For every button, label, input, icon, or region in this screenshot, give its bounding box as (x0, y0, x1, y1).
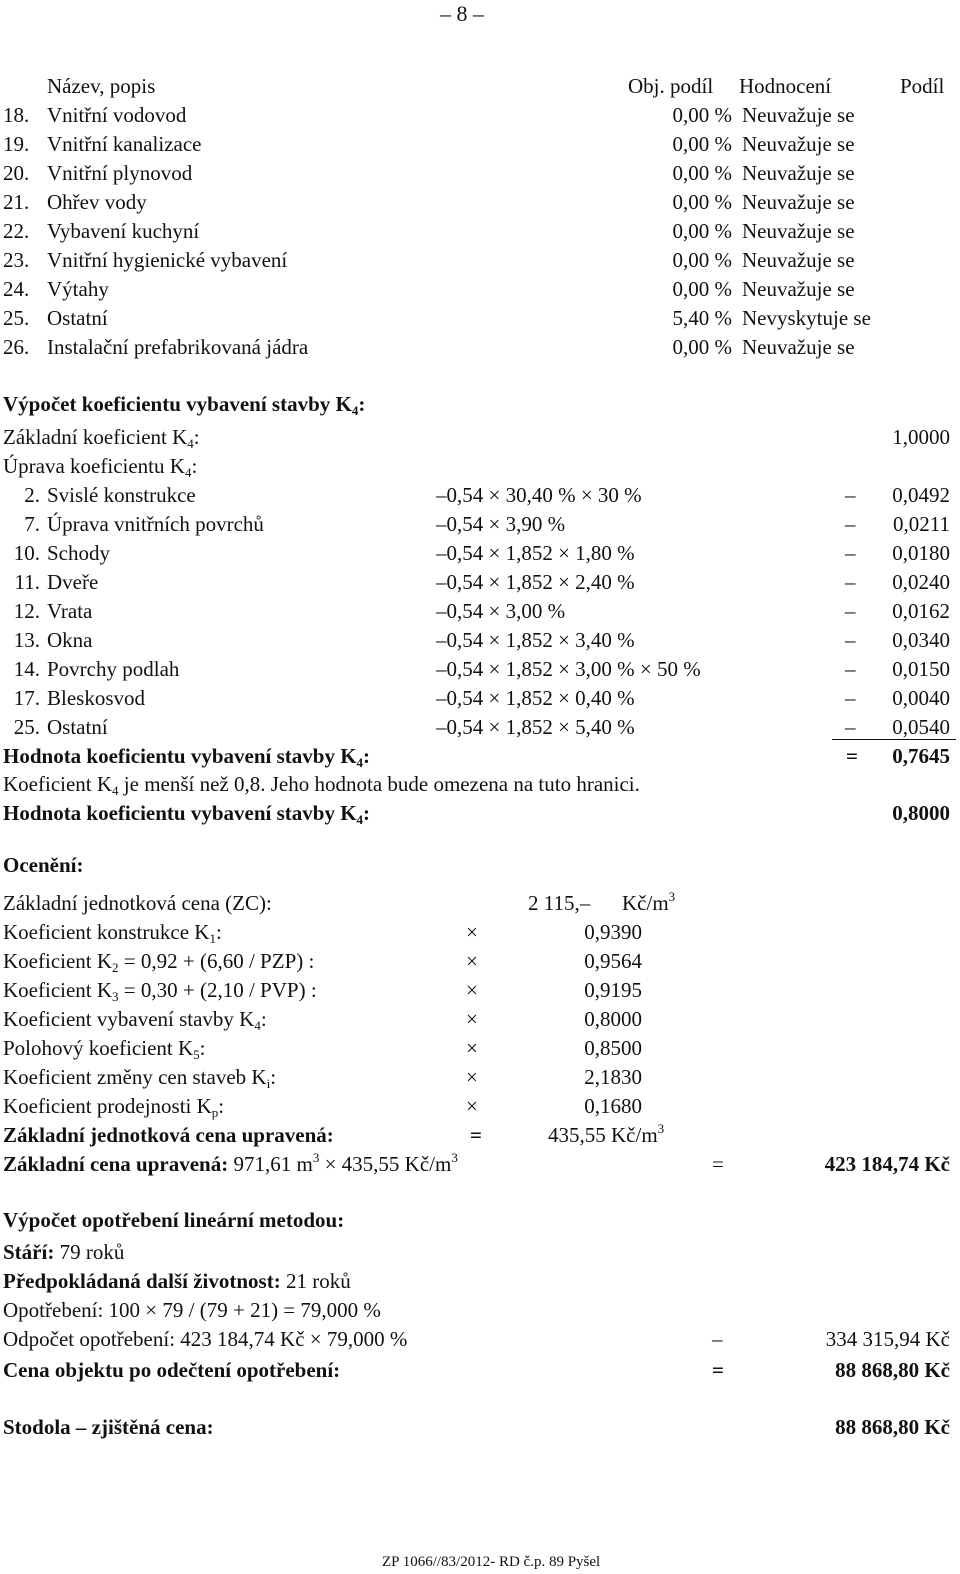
adjust-name: Ostatní (47, 715, 108, 739)
row-name: Vnitřní plynovod (47, 161, 193, 185)
lifespan-line: Předpokládaná další životnost: 21 roků (3, 1269, 351, 1293)
row-share: 0,00 % (672, 161, 732, 185)
k4-adjust-label: Úprava koeficientu $K_4$: (3, 454, 198, 480)
k4-final-value: 0,8000 (892, 801, 950, 825)
adjust-value: 0,0162 (892, 599, 950, 623)
base-price-unit: $Kč/m^3$ (622, 889, 676, 915)
deduction-value: 334 315,94 Kč (825, 1327, 950, 1351)
sum-rule (832, 739, 956, 740)
adjust-name: Vrata (47, 599, 93, 623)
row-rating: Neuvažuje se (742, 190, 855, 214)
footer-reference: ZP 1066//83/2012- RD č.p. 89 Pyšel (382, 1554, 601, 1570)
net-price-label: Cena objektu po odečtení opotřebení: (3, 1358, 341, 1382)
adjust-formula: –0,54 × 1,852 × 0,40 % (436, 686, 635, 710)
adjust-sign: – (845, 483, 856, 507)
final-price-value: 88 868,80 Kč (835, 1415, 950, 1439)
header-name: Název, popis (47, 74, 156, 98)
adjust-value: 0,0340 (892, 628, 950, 652)
row-name: Ohřev vody (47, 190, 147, 214)
row-name: Vybavení kuchyní (47, 219, 200, 243)
row-rating: Neuvažuje se (742, 103, 855, 127)
row-number: 23. (3, 248, 30, 272)
adjust-name: Úprava vnitřních povrchů (47, 512, 264, 536)
adjust-formula: –0,54 × 1,852 × 1,80 % (436, 541, 635, 565)
adjust-value: 0,0150 (892, 657, 950, 681)
adjusted-price-eq: = (712, 1152, 724, 1176)
adjusted-unit-label: Základní jednotková cena upravená: (3, 1123, 334, 1147)
adjust-sign: – (845, 512, 856, 536)
row-share: 0,00 % (672, 103, 732, 127)
coefficient-label: Koeficient konstrukce $K_1$: (3, 920, 222, 946)
row-name: Instalační prefabrikovaná jádra (47, 335, 309, 359)
adjust-number: 10. (13, 541, 40, 565)
adjust-name: Okna (47, 628, 93, 652)
coefficient-value: 0,8500 (584, 1036, 642, 1060)
deduction-sign: – (712, 1327, 723, 1351)
row-share: 0,00 % (672, 335, 732, 359)
row-name: Vnitřní hygienické vybavení (47, 248, 288, 272)
adjusted-price-value: 423 184,74 Kč (824, 1152, 950, 1176)
k4-base-label: Základní koeficient $K_4$: (3, 425, 200, 451)
row-number: 25. (3, 306, 30, 330)
multiply-sign: × (466, 1065, 478, 1089)
k4-note: Koeficient $K_4$ je menší než 0,8. Jeho hodnota bude omezena na tuto hranici. (3, 772, 640, 798)
deduction-label: Odpočet opotřebení: 423 184,74 Kč × 79,000 % (3, 1327, 408, 1351)
adjust-formula: –0,54 × 1,852 × 2,40 % (436, 570, 635, 594)
adjust-number: 17. (13, 686, 40, 710)
coefficient-value: 2,1830 (584, 1065, 642, 1089)
k4-result-label: Hodnota koeficientu vybavení stavby $K_4$: (3, 744, 371, 770)
wear-line: Opotřebení: 100 × 79 / (79 + 21) = 79,000 % (3, 1298, 381, 1322)
valuation-heading: Ocenění: (3, 853, 84, 877)
row-rating: Neuvažuje se (742, 248, 855, 272)
adjust-value: 0,0211 (893, 512, 950, 536)
adjust-name: Schody (47, 541, 110, 565)
adjust-sign: – (845, 628, 856, 652)
coefficient-label: Koeficient $K_2 = 0,92 + (6,60 / PZP)$ : (3, 949, 315, 975)
net-price-eq: = (712, 1358, 724, 1382)
adjust-number: 25. (13, 715, 40, 739)
adjust-number: 2. (24, 483, 40, 507)
row-number: 22. (3, 219, 30, 243)
row-share: 0,00 % (672, 132, 732, 156)
adjust-number: 11. (14, 570, 40, 594)
adjust-sign: – (845, 657, 856, 681)
row-number: 18. (3, 103, 30, 127)
coefficient-value: 0,9564 (584, 949, 642, 973)
row-share: 0,00 % (672, 248, 732, 272)
depreciation-heading: Výpočet opotřebení lineární metodou: (3, 1208, 345, 1232)
coefficient-label: Koeficient vybavení stavby $K_4$: (3, 1007, 267, 1033)
adjust-name: Povrchy podlah (47, 657, 180, 681)
k4-heading: Výpočet koeficientu vybavení stavby $K_4$: (3, 392, 366, 418)
adjusted-unit-value: 435,55 $Kč/m^3$ (548, 1121, 665, 1147)
coefficient-label: Koeficient prodejnosti $K_p$: (3, 1094, 225, 1120)
adjust-name: Svislé konstrukce (47, 483, 196, 507)
adjust-formula: –0,54 × 3,90 % (436, 512, 566, 536)
adjust-sign: – (845, 715, 856, 739)
row-rating: Nevyskytuje se (742, 306, 871, 330)
row-share: 5,40 % (672, 306, 732, 330)
adjust-formula: –0,54 × 1,852 × 3,00 % × 50 % (436, 657, 701, 681)
k4-result-value: 0,7645 (892, 744, 950, 768)
adjust-value: 0,0540 (892, 715, 950, 739)
coefficient-value: 0,9195 (584, 978, 642, 1002)
adjust-value: 0,0040 (892, 686, 950, 710)
adjusted-price-line: Základní cena upravená: 971,61 $m^3 \times 435,55$ $Kč/m^3$ (3, 1150, 458, 1176)
k4-result-eq: = (846, 744, 858, 768)
adjust-formula: –0,54 × 3,00 % (436, 599, 566, 623)
row-number: 20. (3, 161, 30, 185)
adjust-number: 7. (24, 512, 40, 536)
adjust-sign: – (845, 686, 856, 710)
row-share: 0,00 % (672, 219, 732, 243)
adjust-name: Bleskosvod (47, 686, 146, 710)
multiply-sign: × (466, 1094, 478, 1118)
coefficient-label: Koeficient $K_3 = 0,30 + (2,10 / PVP)$ : (3, 978, 317, 1004)
k4-base-value: 1,0000 (892, 425, 950, 449)
adjust-number: 14. (13, 657, 40, 681)
row-rating: Neuvažuje se (742, 219, 855, 243)
row-rating: Neuvažuje se (742, 161, 855, 185)
net-price-value: 88 868,80 Kč (835, 1358, 950, 1382)
adjust-sign: – (845, 541, 856, 565)
adjust-value: 0,0180 (892, 541, 950, 565)
row-rating: Neuvažuje se (742, 277, 855, 301)
row-rating: Neuvažuje se (742, 335, 855, 359)
k4-final-label: Hodnota koeficientu vybavení stavby $K_4$: (3, 801, 371, 827)
multiply-sign: × (466, 1036, 478, 1060)
base-price-label: Základní jednotková cena (ZC): (3, 891, 272, 915)
header-rating: Hodnocení (739, 74, 832, 98)
row-name: Výtahy (47, 277, 109, 301)
multiply-sign: × (466, 1007, 478, 1031)
coefficient-label: Koeficient změny cen staveb $K_i$: (3, 1065, 277, 1091)
coefficient-value: 0,8000 (584, 1007, 642, 1031)
adjust-formula: –0,54 × 30,40 % × 30 % (436, 483, 642, 507)
adjust-value: 0,0240 (892, 570, 950, 594)
multiply-sign: × (466, 949, 478, 973)
row-number: 26. (3, 335, 30, 359)
row-number: 24. (3, 277, 30, 301)
coefficient-label: Polohový koeficient $K_5$: (3, 1036, 206, 1062)
row-number: 19. (3, 132, 30, 156)
multiply-sign: × (466, 920, 478, 944)
age-line: Stáří: 79 roků (3, 1240, 125, 1264)
adjusted-unit-eq: = (470, 1123, 482, 1147)
coefficient-value: 0,1680 (584, 1094, 642, 1118)
row-share: 0,00 % (672, 277, 732, 301)
adjust-formula: –0,54 × 1,852 × 3,40 % (436, 628, 635, 652)
row-name: Ostatní (47, 306, 108, 330)
row-number: 21. (3, 190, 30, 214)
row-rating: Neuvažuje se (742, 132, 855, 156)
final-price-label: Stodola – zjištěná cena: (3, 1415, 214, 1439)
adjust-sign: – (845, 599, 856, 623)
adjust-number: 13. (13, 628, 40, 652)
coefficient-value: 0,9390 (584, 920, 642, 944)
header-share: Obj. podíl (628, 74, 714, 98)
row-name: Vnitřní kanalizace (47, 132, 202, 156)
base-price-value: 2 115,– (528, 891, 591, 915)
row-share: 0,00 % (672, 190, 732, 214)
page-number: – 8 – (440, 1, 484, 26)
header-portion: Podíl (900, 74, 945, 98)
row-name: Vnitřní vodovod (47, 103, 187, 127)
adjust-sign: – (845, 570, 856, 594)
adjust-value: 0,0492 (892, 483, 950, 507)
multiply-sign: × (466, 978, 478, 1002)
adjust-formula: –0,54 × 1,852 × 5,40 % (436, 715, 635, 739)
adjust-name: Dveře (47, 570, 99, 594)
adjust-number: 12. (13, 599, 40, 623)
